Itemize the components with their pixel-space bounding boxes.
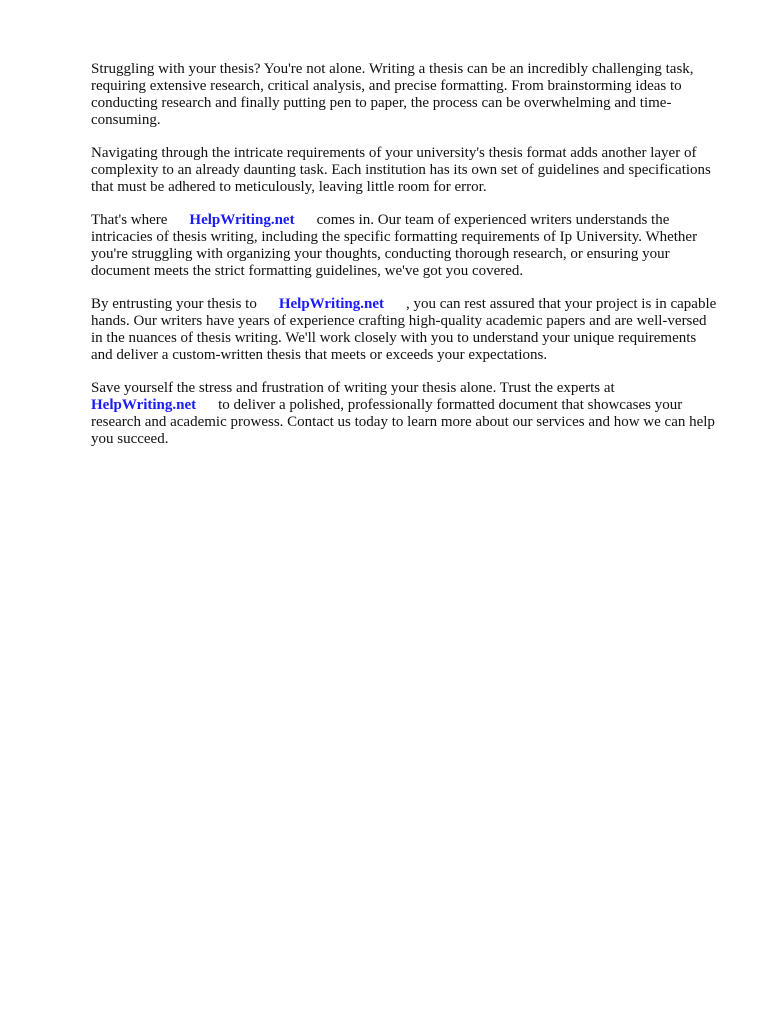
document-page [91,61,721,464]
helpwriting-link-3[interactable]: HelpWriting.net [91,397,197,413]
paragraph-intro-text: Struggling with your thesis? You're not alone. Writing a thesis can be an incredibly challenging task, requiring extensive research, critical analysis, and precise formatting. From brainstorming ideas to conducting research and finally putting pen to paper, the process can be overwhelming and time-consuming. [91,61,694,128]
paragraph-service-intro [91,212,721,280]
helpwriting-link-2[interactable]: HelpWriting.net [278,296,384,312]
paragraph-format-text: Navigating through the intricate requirements of your university's thesis format adds another layer of complexity to an already daunting task. Each institution has its own set of guidelines and specifications that must be adhered to meticulously, leaving little room for error. [91,145,711,195]
helpwriting-link-1[interactable]: HelpWriting.net [189,212,295,228]
paragraph-entrust-before-text: By entrusting your thesis to [91,296,257,312]
paragraph-service-before-text: That's where [91,212,168,228]
paragraph-closing-after-text: to deliver a polished, professionally formatted document that showcases your research and academic prowess. Contact us today to learn more about our services and how we can help you succeed. [91,397,715,447]
paragraph-entrust-after-text: , you can rest assured that your project is in capable hands. Our writers have years of experience crafting high-quality academic papers and are well-versed in the nuances of thesis writing. We'll work closely with you to understand your unique requirements and deliver a custom-written thesis that meets or exceeds your expectations. [91,296,717,363]
paragraph-closing-before-text: Save yourself the stress and frustration of writing your thesis alone. Trust the experts at [91,380,615,396]
paragraph-intro [91,61,721,129]
paragraph-closing [91,380,721,448]
paragraph-format-requirements [91,145,721,196]
paragraph-service-after-text: comes in. Our team of experienced writers understands the intricacies of thesis writing, including the specific formatting requirements of Ip University. Whether you're struggling with organizing your thoughts, conducting thorough research, or ensuring your document meets the strict formatting guidelines, we've got you covered. [91,212,698,279]
paragraph-entrust [91,296,721,364]
